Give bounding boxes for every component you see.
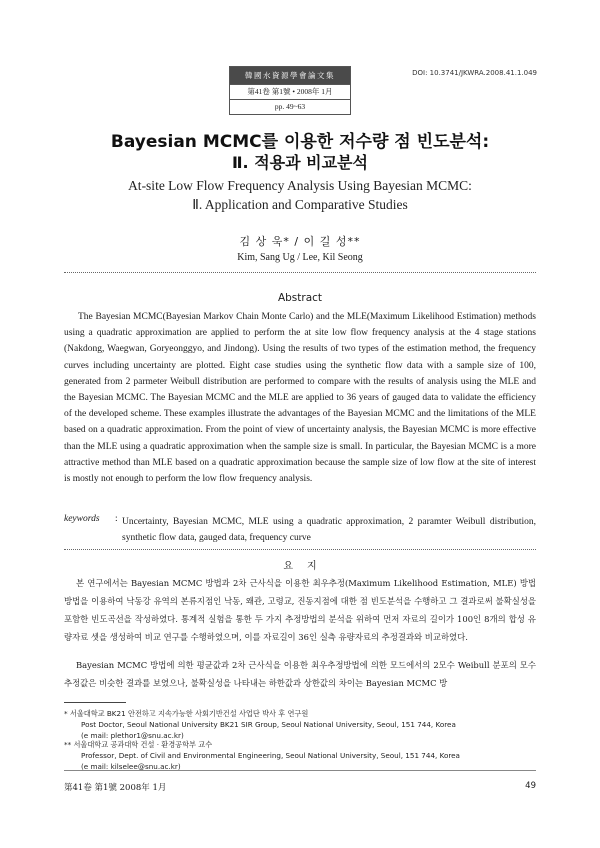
divider: [64, 549, 536, 550]
authors-ko: 김 상 욱* / 이 길 성**: [239, 235, 361, 248]
footnote-2: [64, 739, 536, 772]
journal-volume: 第41卷 第1號 • 2008年 1月: [230, 84, 350, 99]
page-number: 49: [525, 781, 536, 791]
footnote-1-ko: * 서울대학교 BK21 안전하고 지속가능한 사회기반건설 사업단 박사 후 연구원: [64, 709, 309, 718]
footnote-1: [64, 708, 536, 741]
keywords-label: keywords: [64, 514, 100, 524]
authors-en: Kim, Sang Ug / Lee, Kil Seong: [237, 252, 363, 263]
journal-info-box: [229, 66, 351, 115]
abstract-body: The Bayesian MCMC(Bayesian Markov Chain Monte Carlo) and the MLE(Maximum Likelihood Estimation) methods using a quadratic approximation are applied to perform the at site low flow frequency analysis at the 4 stage stations (Nakdong, Waegwan, Goryeonggyo, and Jindong). Using the results of two types of the estimation method, the frequency curves including uncertainty are plotted. Eight case studies using the synthetic flow data with a sample size of 100, generated from 2 parmeter Weibull distribution are performed to compare with the results of analysis using the MLE and the Bayesian MCMC. The Bayesian MCMC and the MLE are applied to 36 years of gauged data to validate the efficiency of the developed scheme. These examples illustrate the advantages of the Bayesian MCMC and the limitations of the MLE based on a quadratic approximation. From the point of view of uncertainty analysis, the Bayesian MCMC is more effective than the MLE using a quadratic approximation when the sample size is small. In particular, the Bayesian MCMC is a more attractive method than MLE based on a quadratic approximation because the sample size of low flow at the site of interest is mostly not enough to perform the low flow frequency analysis.: [64, 312, 536, 485]
footnote-rule: [64, 702, 126, 703]
summary-paragraph-1: 본 연구에서는 Bayesian MCMC 방법과 2차 근사식을 이용한 최우추정(Maximum Likelihood Estimation, MLE) 방법 방법을 이용하여 낙동강 유역의 본류지점인 낙동, 왜관, 고령교, 진동지점에 대한 점 빈도분석을 수행하고 그 결과로써 불확실성을 포함한 빈도곡선을 작성하였다. 통계적 실험을 통한 두 가지 추정방법의 분석을 위하여 먼저 자료의 길이가 100인 8개의 합성 유량자료 셋을 생성하여 비교 연구를 수행하였으며, 이를 자료길이 36인 실측 유량자료의 추정결과와 비교하였다.: [64, 578, 536, 642]
journal-name: 韓國水資源學會論文集: [230, 67, 350, 84]
footnote-2-ko: ** 서울대학교 공과대학 건설 · 환경공학부 교수: [64, 740, 213, 749]
title-en-line2: Ⅱ. Application and Comparative Studies: [192, 197, 408, 212]
keywords-colon: :: [115, 514, 118, 524]
footnote-2-en: Professor, Dept. of Civil and Environmental Engineering, Seoul National University, Seoul, 151 744, Korea: [81, 751, 460, 760]
title-en-line1: At-site Low Flow Frequency Analysis Using Bayesian MCMC:: [128, 178, 472, 193]
title-ko-line2: Ⅱ. 적용과 비교분석: [232, 153, 368, 172]
keywords-text: Uncertainty, Bayesian MCMC, MLE using a quadratic approximation, 2 paramter Weibull distribution, synthetic flow data, gauged data, frequency curve: [122, 517, 536, 543]
summary-heading: 요지: [283, 561, 331, 572]
summary-paragraph-2: Bayesian MCMC 방법에 의한 평균값과 2차 근사식을 이용한 최우추정방법에 의한 모드에서의 2모수 Weibull 분포의 모수 추정값은 비슷한 결과를 보였으나, 불확실성을 나타내는 하한값과 상한값의 차이는 Bayesian MCMC 방: [64, 660, 536, 688]
footer-rule: [64, 770, 536, 771]
footnote-1-email: (e mail: plethor1@snu.ac.kr): [81, 731, 184, 740]
footnote-1-en: Post Doctor, Seoul National University BK21 SIR Group, Seoul National University, Seoul, 151 744, Korea: [81, 720, 456, 729]
footer-issue: 第41卷 第1號 2008年 1月: [64, 783, 167, 793]
abstract-heading: Abstract: [277, 292, 323, 304]
doi: DOI: 10.3741/JKWRA.2008.41.1.049: [412, 69, 537, 77]
title-ko-line1: Bayesian MCMC를 이용한 저수량 점 빈도분석:: [110, 132, 490, 152]
journal-pages: pp. 49~63: [230, 99, 350, 114]
divider: [64, 272, 536, 273]
footnote-2-email: (e mail: kilselee@snu.ac.kr): [81, 762, 181, 771]
